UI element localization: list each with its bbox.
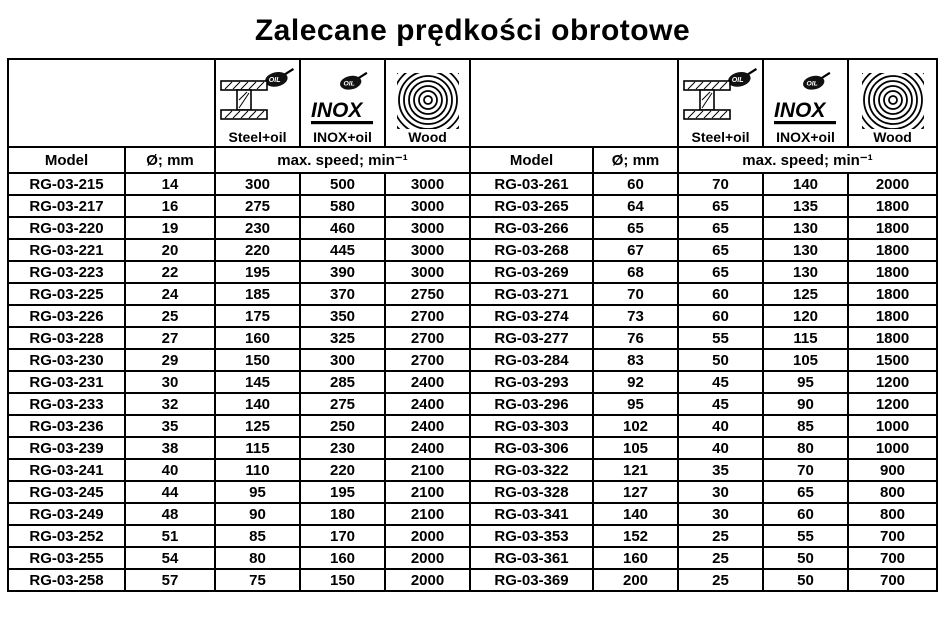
value-cell: 27 (125, 327, 215, 349)
value-cell: 67 (593, 239, 678, 261)
value-cell: 65 (678, 261, 763, 283)
value-cell: 135 (763, 195, 848, 217)
model-column-header: Model (470, 147, 593, 173)
value-cell: 105 (593, 437, 678, 459)
max-speed-column-header: max. speed; min⁻¹ (215, 147, 470, 173)
value-cell: 121 (593, 459, 678, 481)
value-cell: 45 (678, 393, 763, 415)
value-cell: 2000 (385, 569, 470, 591)
value-cell: 2750 (385, 283, 470, 305)
value-cell: 200 (593, 569, 678, 591)
value-cell: 51 (125, 525, 215, 547)
value-cell: 65 (763, 481, 848, 503)
value-cell: 73 (593, 305, 678, 327)
wood-header (385, 59, 470, 147)
value-cell: 29 (125, 349, 215, 371)
model-cell: RG-03-303 (470, 415, 593, 437)
model-cell: RG-03-252 (8, 525, 125, 547)
value-cell: 102 (593, 415, 678, 437)
value-cell: 25 (125, 305, 215, 327)
value-cell: 35 (125, 415, 215, 437)
model-cell: RG-03-241 (8, 459, 125, 481)
steel-beam-oil-icon (218, 67, 298, 129)
table-row (8, 503, 937, 525)
value-cell: 350 (300, 305, 385, 327)
value-cell: 95 (593, 393, 678, 415)
value-cell: 50 (678, 349, 763, 371)
value-cell: 2400 (385, 415, 470, 437)
value-cell: 160 (215, 327, 300, 349)
table-row (8, 371, 937, 393)
value-cell: 25 (678, 569, 763, 591)
value-cell: 230 (215, 217, 300, 239)
blank-header-cell (470, 59, 678, 147)
value-cell: 60 (678, 305, 763, 327)
material-label: Wood (408, 129, 447, 145)
icon-header-row (8, 59, 937, 147)
model-cell: RG-03-226 (8, 305, 125, 327)
wood-grain-icon (862, 73, 924, 129)
table-row (8, 217, 937, 239)
value-cell: 95 (763, 371, 848, 393)
value-cell: 65 (593, 217, 678, 239)
value-cell: 1200 (848, 371, 937, 393)
value-cell: 40 (678, 437, 763, 459)
diameter-column-header: Ø; mm (125, 147, 215, 173)
model-cell: RG-03-306 (470, 437, 593, 459)
value-cell: 275 (300, 393, 385, 415)
value-cell: 1800 (848, 261, 937, 283)
value-cell: 150 (300, 569, 385, 591)
model-cell: RG-03-236 (8, 415, 125, 437)
value-cell: 1800 (848, 239, 937, 261)
model-cell: RG-03-284 (470, 349, 593, 371)
value-cell: 2100 (385, 459, 470, 481)
value-cell: 2400 (385, 393, 470, 415)
material-label: Steel+oil (228, 129, 287, 145)
value-cell: 40 (678, 415, 763, 437)
model-cell: RG-03-230 (8, 349, 125, 371)
value-cell: 70 (763, 459, 848, 481)
material-label: INOX+oil (776, 129, 835, 145)
value-cell: 90 (763, 393, 848, 415)
value-cell: 32 (125, 393, 215, 415)
value-cell: 65 (678, 195, 763, 217)
table-row (8, 481, 937, 503)
value-cell: 68 (593, 261, 678, 283)
diameter-column-header: Ø; mm (593, 147, 678, 173)
model-cell: RG-03-255 (8, 547, 125, 569)
value-cell: 170 (300, 525, 385, 547)
value-cell: 130 (763, 239, 848, 261)
model-cell: RG-03-239 (8, 437, 125, 459)
table-body (8, 173, 937, 591)
wood-header (848, 59, 937, 147)
value-cell: 1000 (848, 415, 937, 437)
table-row (8, 283, 937, 305)
table-row (8, 437, 937, 459)
value-cell: 3000 (385, 261, 470, 283)
inox-oil-icon (774, 71, 838, 129)
model-cell: RG-03-322 (470, 459, 593, 481)
value-cell: 900 (848, 459, 937, 481)
model-cell: RG-03-341 (470, 503, 593, 525)
wood-grain-icon (397, 73, 459, 129)
value-cell: 3000 (385, 195, 470, 217)
value-cell: 2100 (385, 481, 470, 503)
inox-oil-icon (311, 71, 375, 129)
value-cell: 50 (763, 569, 848, 591)
value-cell: 76 (593, 327, 678, 349)
value-cell: 800 (848, 503, 937, 525)
value-cell: 2000 (385, 525, 470, 547)
table-row (8, 173, 937, 195)
value-cell: 64 (593, 195, 678, 217)
table-row (8, 547, 937, 569)
model-cell: RG-03-269 (470, 261, 593, 283)
value-cell: 110 (215, 459, 300, 481)
model-cell: RG-03-245 (8, 481, 125, 503)
table-row (8, 393, 937, 415)
table-row (8, 349, 937, 371)
value-cell: 185 (215, 283, 300, 305)
value-cell: 700 (848, 525, 937, 547)
value-cell: 195 (300, 481, 385, 503)
model-cell: RG-03-233 (8, 393, 125, 415)
value-cell: 500 (300, 173, 385, 195)
value-cell: 16 (125, 195, 215, 217)
value-cell: 105 (763, 349, 848, 371)
model-cell: RG-03-228 (8, 327, 125, 349)
model-cell: RG-03-249 (8, 503, 125, 525)
value-cell: 1800 (848, 195, 937, 217)
value-cell: 30 (125, 371, 215, 393)
value-cell: 65 (678, 239, 763, 261)
value-cell: 130 (763, 217, 848, 239)
value-cell: 115 (215, 437, 300, 459)
model-cell: RG-03-231 (8, 371, 125, 393)
value-cell: 1800 (848, 217, 937, 239)
value-cell: 83 (593, 349, 678, 371)
value-cell: 30 (678, 481, 763, 503)
value-cell: 275 (215, 195, 300, 217)
value-cell: 160 (593, 547, 678, 569)
value-cell: 25 (678, 525, 763, 547)
value-cell: 2700 (385, 327, 470, 349)
value-cell: 125 (763, 283, 848, 305)
model-cell: RG-03-361 (470, 547, 593, 569)
value-cell: 130 (763, 261, 848, 283)
value-cell: 55 (678, 327, 763, 349)
value-cell: 19 (125, 217, 215, 239)
model-cell: RG-03-274 (470, 305, 593, 327)
value-cell: 54 (125, 547, 215, 569)
value-cell: 140 (593, 503, 678, 525)
value-cell: 700 (848, 547, 937, 569)
table-row (8, 305, 937, 327)
value-cell: 325 (300, 327, 385, 349)
value-cell: 2400 (385, 437, 470, 459)
value-cell: 35 (678, 459, 763, 481)
value-cell: 3000 (385, 217, 470, 239)
value-cell: 70 (678, 173, 763, 195)
steel-oil-header (678, 59, 763, 147)
value-cell: 65 (678, 217, 763, 239)
material-label: Steel+oil (691, 129, 750, 145)
model-cell: RG-03-225 (8, 283, 125, 305)
blank-header-cell (8, 59, 215, 147)
inox-oil-header (300, 59, 385, 147)
value-cell: 38 (125, 437, 215, 459)
value-cell: 370 (300, 283, 385, 305)
value-cell: 90 (215, 503, 300, 525)
model-cell: RG-03-221 (8, 239, 125, 261)
max-speed-column-header: max. speed; min⁻¹ (678, 147, 937, 173)
value-cell: 80 (763, 437, 848, 459)
model-cell: RG-03-220 (8, 217, 125, 239)
value-cell: 160 (300, 547, 385, 569)
value-cell: 127 (593, 481, 678, 503)
table-row (8, 569, 937, 591)
model-cell: RG-03-353 (470, 525, 593, 547)
value-cell: 140 (763, 173, 848, 195)
value-cell: 1800 (848, 327, 937, 349)
value-cell: 85 (763, 415, 848, 437)
table-row (8, 239, 937, 261)
value-cell: 25 (678, 547, 763, 569)
value-cell: 1500 (848, 349, 937, 371)
value-cell: 220 (215, 239, 300, 261)
value-cell: 145 (215, 371, 300, 393)
value-cell: 2000 (385, 547, 470, 569)
page-title: Zalecane prędkości obrotowe (254, 14, 691, 47)
value-cell: 140 (215, 393, 300, 415)
value-cell: 195 (215, 261, 300, 283)
value-cell: 22 (125, 261, 215, 283)
value-cell: 250 (300, 415, 385, 437)
model-column-header: Model (8, 147, 125, 173)
value-cell: 2400 (385, 371, 470, 393)
model-cell: RG-03-215 (8, 173, 125, 195)
value-cell: 2700 (385, 305, 470, 327)
model-cell: RG-03-258 (8, 569, 125, 591)
model-cell: RG-03-217 (8, 195, 125, 217)
value-cell: 230 (300, 437, 385, 459)
model-cell: RG-03-296 (470, 393, 593, 415)
value-cell: 152 (593, 525, 678, 547)
model-cell: RG-03-277 (470, 327, 593, 349)
value-cell: 115 (763, 327, 848, 349)
value-cell: 80 (215, 547, 300, 569)
table-row (8, 525, 937, 547)
value-cell: 120 (763, 305, 848, 327)
value-cell: 48 (125, 503, 215, 525)
model-cell: RG-03-261 (470, 173, 593, 195)
value-cell: 1000 (848, 437, 937, 459)
value-cell: 220 (300, 459, 385, 481)
value-cell: 60 (678, 283, 763, 305)
table-row (8, 459, 937, 481)
model-cell: RG-03-268 (470, 239, 593, 261)
material-label: Wood (873, 129, 912, 145)
value-cell: 60 (593, 173, 678, 195)
model-cell: RG-03-223 (8, 261, 125, 283)
value-cell: 2100 (385, 503, 470, 525)
material-label: INOX+oil (313, 129, 372, 145)
speed-table (7, 58, 938, 592)
column-header-row (8, 147, 937, 173)
value-cell: 800 (848, 481, 937, 503)
value-cell: 40 (125, 459, 215, 481)
value-cell: 1800 (848, 283, 937, 305)
value-cell: 460 (300, 217, 385, 239)
model-cell: RG-03-293 (470, 371, 593, 393)
value-cell: 285 (300, 371, 385, 393)
value-cell: 50 (763, 547, 848, 569)
value-cell: 24 (125, 283, 215, 305)
value-cell: 60 (763, 503, 848, 525)
value-cell: 92 (593, 371, 678, 393)
value-cell: 175 (215, 305, 300, 327)
value-cell: 45 (678, 371, 763, 393)
model-cell: RG-03-266 (470, 217, 593, 239)
table-row (8, 195, 937, 217)
value-cell: 3000 (385, 173, 470, 195)
value-cell: 1200 (848, 393, 937, 415)
value-cell: 70 (593, 283, 678, 305)
value-cell: 580 (300, 195, 385, 217)
value-cell: 445 (300, 239, 385, 261)
table-row (8, 261, 937, 283)
steel-beam-oil-icon (681, 67, 761, 129)
value-cell: 1800 (848, 305, 937, 327)
inox-oil-header (763, 59, 848, 147)
value-cell: 300 (300, 349, 385, 371)
value-cell: 57 (125, 569, 215, 591)
value-cell: 300 (215, 173, 300, 195)
model-cell: RG-03-265 (470, 195, 593, 217)
value-cell: 700 (848, 569, 937, 591)
model-cell: RG-03-369 (470, 569, 593, 591)
table-row (8, 415, 937, 437)
steel-oil-header (215, 59, 300, 147)
value-cell: 30 (678, 503, 763, 525)
value-cell: 95 (215, 481, 300, 503)
value-cell: 2700 (385, 349, 470, 371)
value-cell: 75 (215, 569, 300, 591)
value-cell: 3000 (385, 239, 470, 261)
value-cell: 55 (763, 525, 848, 547)
value-cell: 2000 (848, 173, 937, 195)
value-cell: 150 (215, 349, 300, 371)
table-row (8, 327, 937, 349)
value-cell: 44 (125, 481, 215, 503)
value-cell: 125 (215, 415, 300, 437)
model-cell: RG-03-271 (470, 283, 593, 305)
value-cell: 180 (300, 503, 385, 525)
model-cell: RG-03-328 (470, 481, 593, 503)
value-cell: 14 (125, 173, 215, 195)
value-cell: 85 (215, 525, 300, 547)
value-cell: 20 (125, 239, 215, 261)
value-cell: 390 (300, 261, 385, 283)
